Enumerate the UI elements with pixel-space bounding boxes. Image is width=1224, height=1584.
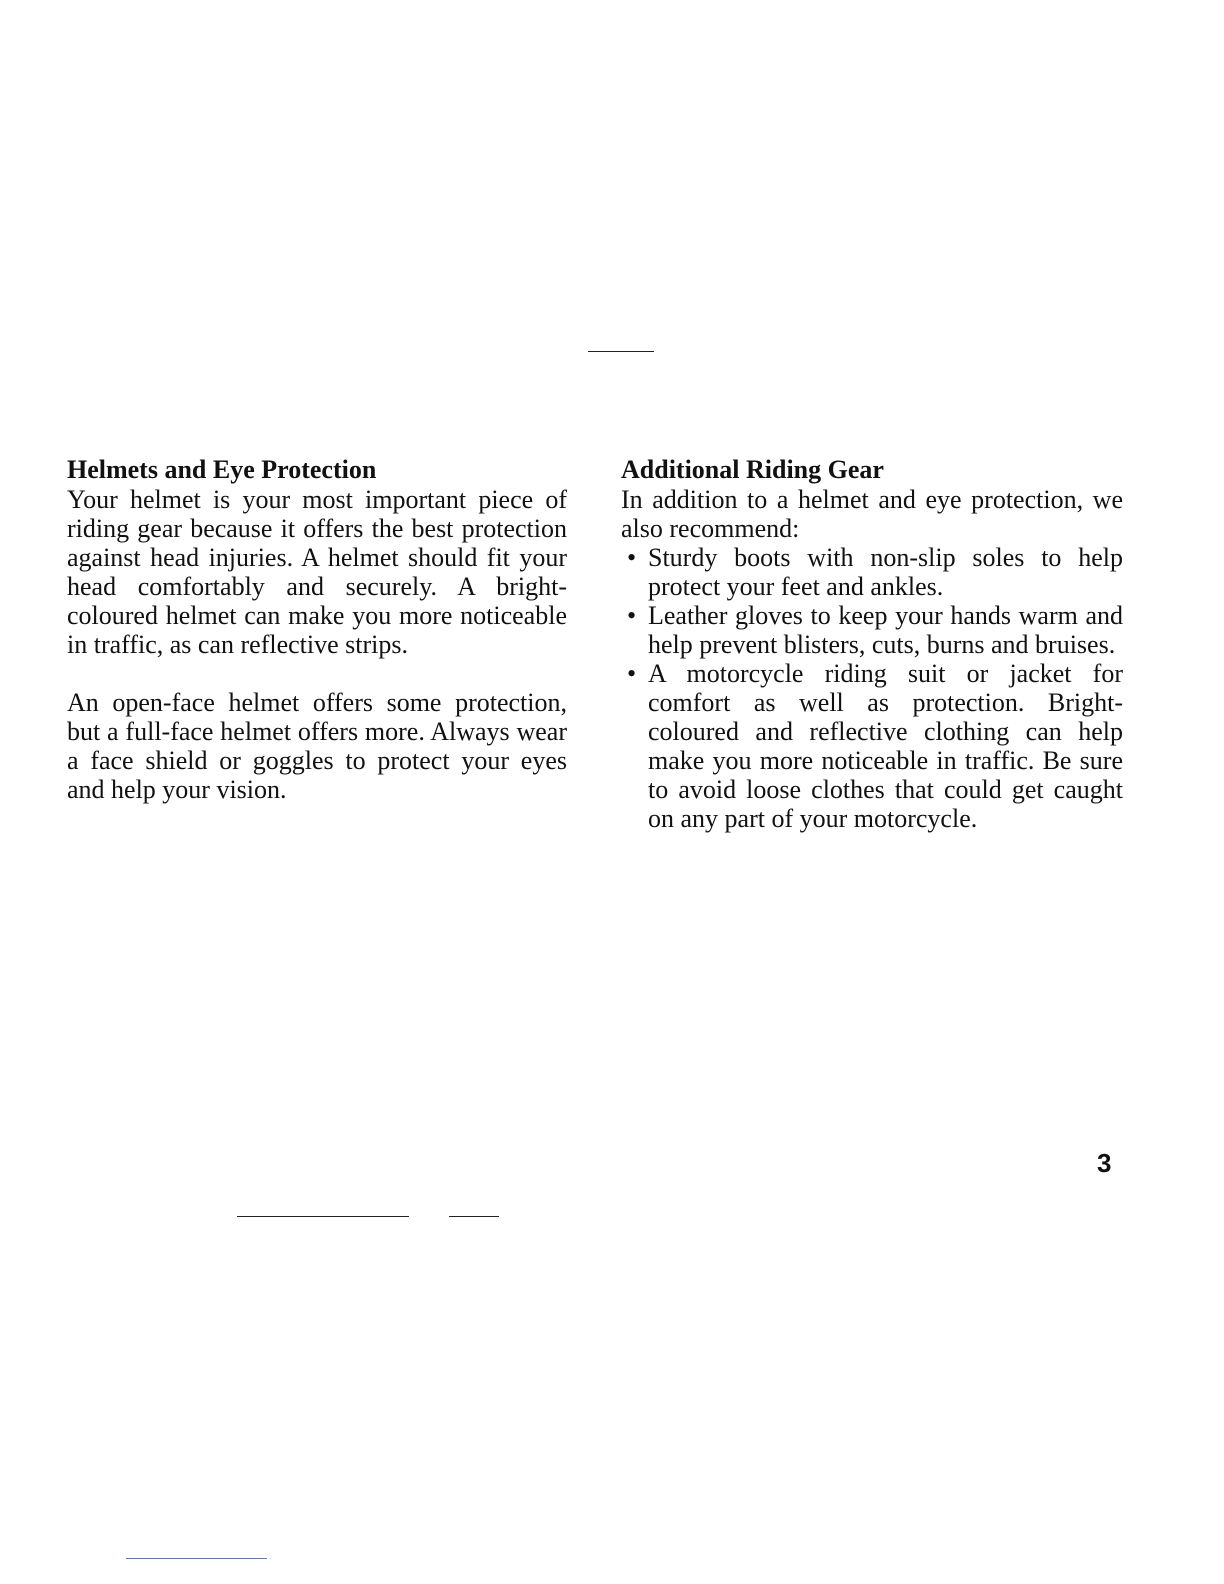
bottom-rule — [237, 1216, 409, 1217]
list-item-text: Sturdy boots with non-slip soles to help protect your feet and ankles. — [648, 543, 1123, 601]
list-item — [621, 543, 1123, 601]
list-item — [621, 659, 1123, 833]
paragraph-gear-intro: In addition to a helmet and eye protection, we also recommend: — [621, 485, 1123, 543]
bullet-icon: • — [627, 601, 637, 630]
list-item-text: Leather gloves to keep your hands warm and help prevent blisters, cuts, burns and bruises. — [648, 601, 1123, 659]
paragraph-helmet-types: An open-face helmet offers some protection, but a full-face helmet offers more. Always wear a face shield or goggles to protect your eyes and help your vision. — [67, 688, 567, 804]
bullet-icon: • — [627, 543, 637, 572]
top-rule — [588, 351, 654, 352]
section-heading-riding-gear: Additional Riding Gear — [621, 455, 884, 484]
bottom-rule-short — [449, 1216, 499, 1217]
gear-list — [621, 543, 1123, 833]
bullet-icon: • — [627, 659, 637, 688]
paragraph-helmet-importance: Your helmet is your most important piece of riding gear because it offers the best protection against head injuries. A helmet should fit your head comfortably and securely. A bright-coloured helmet can make you more noticeable in traffic, as can reflective strips. — [67, 485, 567, 659]
list-item — [621, 601, 1123, 659]
page-number: 3 — [1097, 1148, 1112, 1178]
left-column — [67, 455, 567, 804]
footer-rule — [126, 1558, 267, 1559]
list-item-text: A motorcycle riding suit or jacket for comfort as well as protection. Bright-coloured and reflective clothing can help make you more noticeable in traffic. Be sure to avoid loose clothes that could get caught on any part of your motorcycle. — [648, 659, 1123, 833]
right-column — [621, 455, 1123, 833]
section-heading-helmets: Helmets and Eye Protection — [67, 455, 377, 484]
